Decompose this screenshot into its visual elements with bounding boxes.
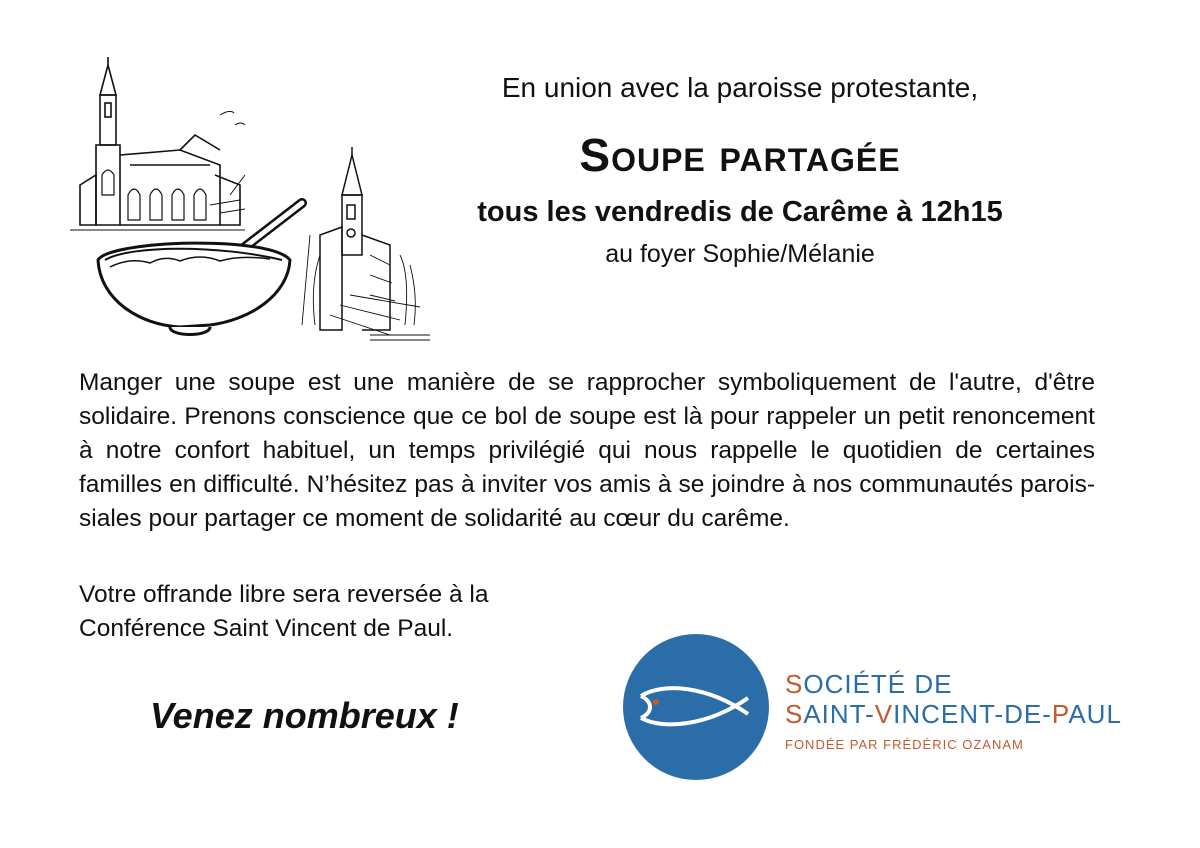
logo-line-2-c: AUL	[1068, 699, 1122, 729]
logo-subtitle: FONDÉE PAR FRÉDÉRIC OZANAM	[785, 737, 1024, 752]
offering-line-2: Conférence Saint Vincent de Paul.	[79, 615, 454, 642]
church-and-soup-bowl-illustration	[70, 55, 430, 345]
church-left-drawing	[70, 57, 245, 230]
logo-line-1	[785, 669, 1122, 699]
page-title: Soupe partagée	[579, 129, 901, 181]
logo-line-2-a: AINT-	[803, 699, 875, 729]
offering-line-1: Votre offrande libre sera reversée à la	[79, 581, 489, 608]
logo-line-2-v: V	[874, 699, 894, 729]
logo-line-1-rest: OCIÉTÉ DE	[803, 669, 953, 699]
logo-line-2-s: S	[785, 699, 804, 729]
soup-bowl-drawing	[98, 203, 302, 335]
call-to-action: Venez nombreux !	[150, 695, 459, 736]
intro-text: En union avec la paroisse protestante,	[501, 72, 979, 103]
logo-line-1-initial: S	[785, 669, 804, 699]
logo-line-2-b: INCENT-DE-	[893, 699, 1052, 729]
schedule-text: tous les vendredis de Carême à 12h15	[477, 196, 1003, 228]
location-text: au foyer Sophie/Mélanie	[605, 240, 875, 268]
body-paragraph: Manger une soupe est une manière de se rapprocher symboliquement de l'autre, d'être solidaire. Prenons conscience que ce bol de soupe est là pour rappeler un petit renoncement à notre confort habituel, un temps privilégié qui nous rappelle le quotidien de certaines familles en difficulté. N’hésitez pas à inviter vos amis à se joindre à nos communautés parois-siales pour partager ce moment de solidarité au cœur du carême.	[79, 369, 1095, 532]
fish-eye-icon	[653, 699, 659, 705]
logo-circle	[623, 634, 769, 780]
logo-line-2-p: P	[1051, 699, 1069, 729]
logo-text	[785, 669, 1122, 752]
logo-line-2	[785, 699, 1122, 729]
offering-text	[79, 578, 639, 646]
